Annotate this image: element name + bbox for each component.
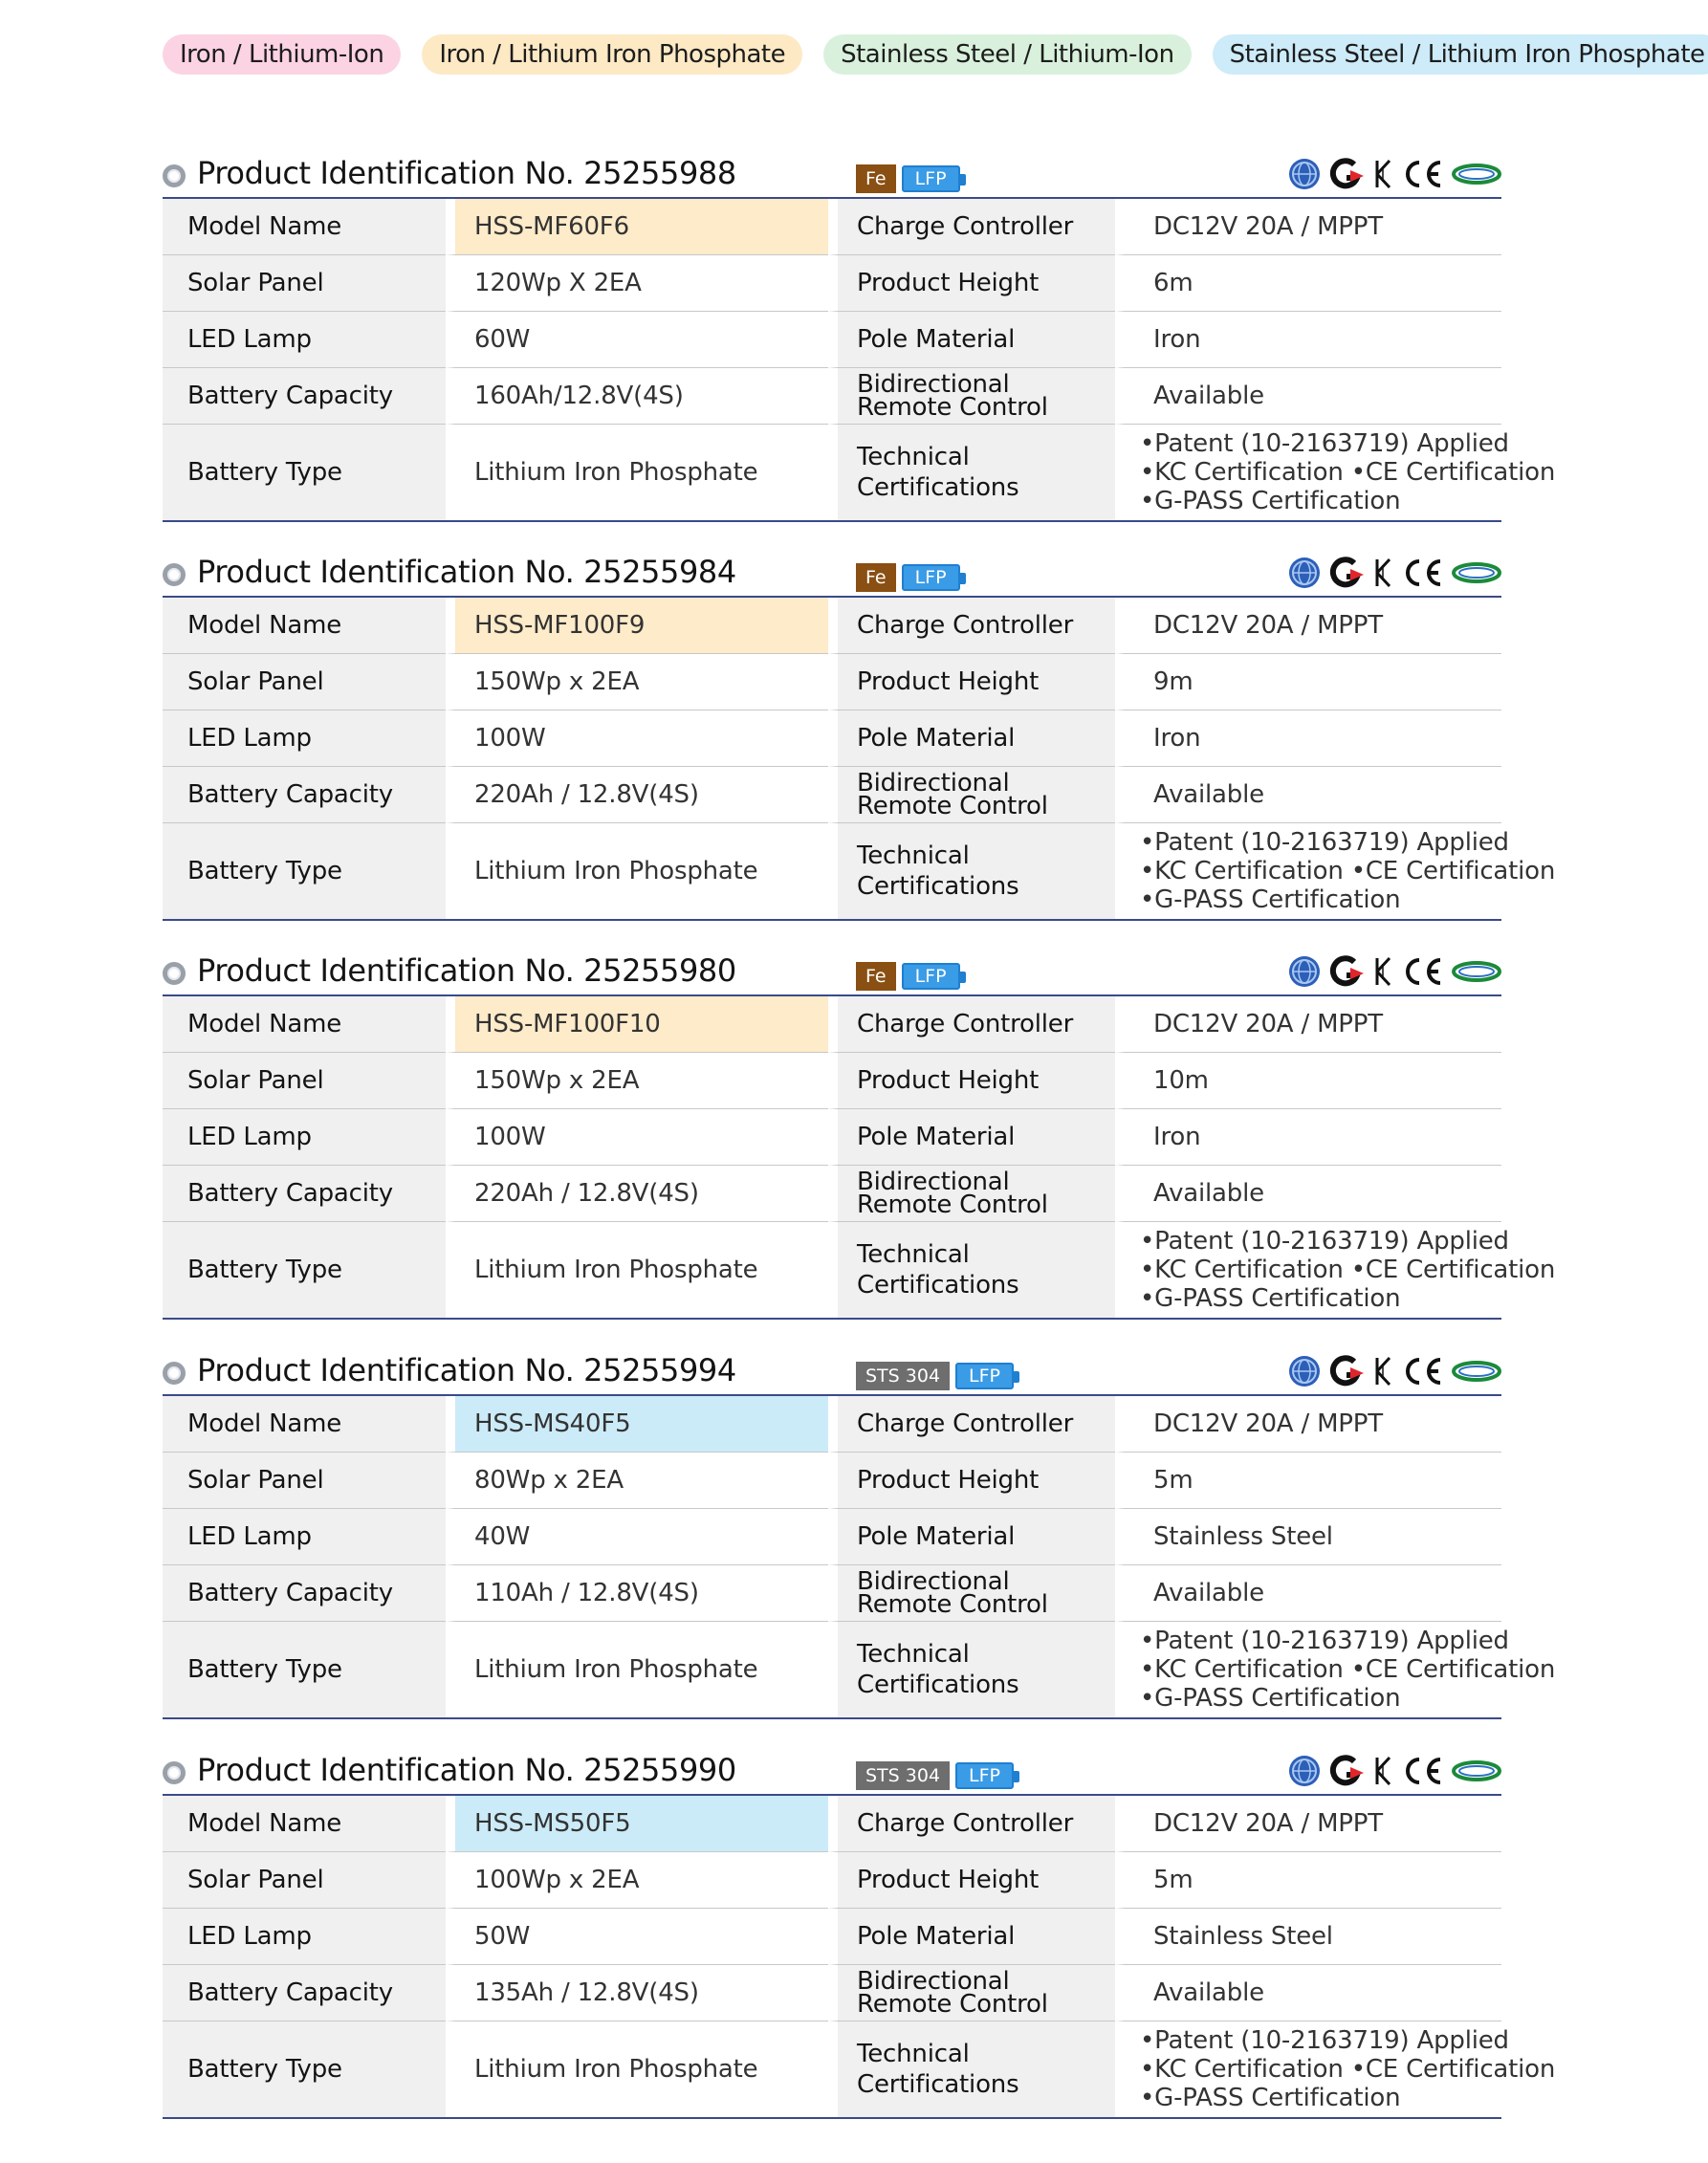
technical-certifications-label (828, 425, 1115, 520)
battery-badge: LFP (902, 564, 960, 591)
model-name-value: HSS-MF100F10 (446, 996, 828, 1053)
certification-icons (1287, 556, 1501, 590)
legend-sts-lfp: Stainless Steel / Lithium Iron Phosphate (1213, 34, 1708, 75)
product-title: Product Identification No. 25255994 (197, 1352, 736, 1388)
led-lamp-value: 100W (446, 1109, 828, 1166)
remote-control-label-line1: Bidirectional (857, 370, 1010, 399)
table-row (163, 425, 1501, 520)
bullet-ring-icon (163, 962, 186, 985)
legend-sts-lithium-ion: Stainless Steel / Lithium-Ion (823, 34, 1191, 75)
good-design-icon (1452, 954, 1501, 989)
battery-capacity-value: 135Ah / 12.8V(4S) (446, 1965, 828, 2021)
battery-type-label: Battery Type (163, 1622, 446, 1717)
table-row (163, 2021, 1501, 2117)
spec-table (163, 1394, 1556, 1719)
gpass-globe-icon (1287, 1754, 1322, 1788)
table-row (163, 1509, 1501, 1565)
charge-controller-label: Charge Controller (828, 1396, 1115, 1453)
pole-material-label: Pole Material (828, 1509, 1115, 1565)
technical-label-line2: Certifications (857, 872, 1019, 901)
remote-control-label-line2: Remote Control (857, 1191, 1048, 1219)
table-row (163, 1396, 1501, 1453)
bullet-ring-icon (163, 164, 186, 187)
battery-type-label: Battery Type (163, 823, 446, 919)
product-card (163, 1748, 1556, 2119)
material-badge: Fe (856, 962, 896, 991)
charge-controller-label: Charge Controller (828, 996, 1115, 1053)
table-row (163, 1852, 1501, 1909)
ce-mark-icon (1402, 157, 1444, 191)
cert-line-patent: •Patent (10-2163719) Applied (1140, 2026, 1509, 2055)
kc-mark-icon (1373, 556, 1394, 590)
charge-controller-label: Charge Controller (828, 598, 1115, 654)
remote-control-label (828, 368, 1115, 425)
material-badge: Fe (856, 563, 896, 592)
product-header (163, 1348, 1501, 1394)
remote-control-value: Available (1115, 767, 1501, 823)
technical-label-line1: Technical (857, 2040, 970, 2068)
cert-line-patent: •Patent (10-2163719) Applied (1140, 1627, 1509, 1655)
cert-line-kc-ce: •KC Certification •CE Certification (1140, 458, 1556, 487)
table-row (163, 255, 1501, 312)
spec-badges (856, 1362, 1021, 1390)
ce-mark-icon (1402, 1754, 1444, 1788)
pole-material-label: Pole Material (828, 312, 1115, 368)
remote-control-label (828, 767, 1115, 823)
material-legend (163, 34, 1708, 75)
technical-certifications-label (828, 1622, 1115, 1717)
battery-badge: LFP (955, 1363, 1014, 1389)
bullet-ring-icon (163, 1761, 186, 1784)
technical-certifications-label (828, 2021, 1115, 2117)
cert-line-gpass: •G-PASS Certification (1140, 487, 1401, 515)
cert-line-kc-ce: •KC Certification •CE Certification (1140, 2055, 1556, 2084)
remote-control-value: Available (1115, 1965, 1501, 2021)
product-card (163, 151, 1556, 522)
solar-panel-value: 150Wp x 2EA (446, 654, 828, 710)
technical-certifications-value (1115, 823, 1556, 919)
table-row (163, 1565, 1501, 1622)
certification-icons (1287, 157, 1501, 191)
kc-mark-icon (1373, 954, 1394, 989)
table-row (163, 598, 1501, 654)
cert-line-patent: •Patent (10-2163719) Applied (1140, 1227, 1509, 1256)
battery-badge: LFP (955, 1762, 1014, 1789)
model-name-value: HSS-MS50F5 (446, 1796, 828, 1852)
remote-control-label-line2: Remote Control (857, 1990, 1048, 2019)
remote-control-label-line1: Bidirectional (857, 769, 1010, 797)
pole-material-value: Stainless Steel (1115, 1509, 1501, 1565)
battery-type-value: Lithium Iron Phosphate (446, 2021, 828, 2117)
product-height-value: 10m (1115, 1053, 1501, 1109)
legend-iron-lithium-ion: Iron / Lithium-Ion (163, 34, 401, 75)
product-header (163, 151, 1501, 197)
model-name-value: HSS-MF60F6 (446, 199, 828, 255)
remote-control-label (828, 1965, 1115, 2021)
led-lamp-label: LED Lamp (163, 710, 446, 767)
spec-badges (856, 164, 968, 193)
table-row (163, 1053, 1501, 1109)
battery-capacity-label: Battery Capacity (163, 1565, 446, 1622)
led-lamp-label: LED Lamp (163, 1909, 446, 1965)
led-lamp-label: LED Lamp (163, 1109, 446, 1166)
material-badge: STS 304 (856, 1761, 950, 1790)
good-design-icon (1452, 1354, 1501, 1388)
battery-capacity-value: 220Ah / 12.8V(4S) (446, 767, 828, 823)
charge-controller-value: DC12V 20A / MPPT (1115, 1396, 1501, 1453)
pole-material-value: Stainless Steel (1115, 1909, 1501, 1965)
solar-panel-label: Solar Panel (163, 1852, 446, 1909)
gpass-globe-icon (1287, 157, 1322, 191)
remote-control-label (828, 1565, 1115, 1622)
technical-certifications-value (1115, 425, 1556, 520)
battery-badge: LFP (902, 963, 960, 990)
table-row (163, 368, 1501, 425)
product-header (163, 1748, 1501, 1794)
table-row (163, 1909, 1501, 1965)
solar-panel-label: Solar Panel (163, 654, 446, 710)
technical-certifications-label (828, 1222, 1115, 1318)
pole-material-label: Pole Material (828, 1909, 1115, 1965)
cert-line-kc-ce: •KC Certification •CE Certification (1140, 1256, 1556, 1284)
product-height-value: 5m (1115, 1453, 1501, 1509)
table-row (163, 1965, 1501, 2021)
product-header (163, 550, 1501, 596)
gpass-arrow-icon (1329, 556, 1366, 590)
solar-panel-label: Solar Panel (163, 1453, 446, 1509)
product-height-label: Product Height (828, 255, 1115, 312)
product-title: Product Identification No. 25255984 (197, 554, 736, 590)
spec-table (163, 596, 1556, 921)
product-title: Product Identification No. 25255990 (197, 1752, 736, 1788)
model-name-label: Model Name (163, 1396, 446, 1453)
kc-mark-icon (1373, 157, 1394, 191)
technical-certifications-label (828, 823, 1115, 919)
pole-material-value: Iron (1115, 312, 1501, 368)
legend-iron-lfp: Iron / Lithium Iron Phosphate (422, 34, 802, 75)
cert-line-patent: •Patent (10-2163719) Applied (1140, 429, 1509, 458)
product-height-value: 6m (1115, 255, 1501, 312)
gpass-arrow-icon (1329, 1354, 1366, 1388)
charge-controller-value: DC12V 20A / MPPT (1115, 199, 1501, 255)
spec-badges (856, 962, 968, 991)
remote-control-label-line2: Remote Control (857, 1590, 1048, 1619)
gpass-globe-icon (1287, 954, 1322, 989)
solar-panel-value: 120Wp X 2EA (446, 255, 828, 312)
technical-certifications-value (1115, 1622, 1556, 1717)
technical-label-line1: Technical (857, 1640, 970, 1669)
pole-material-label: Pole Material (828, 1109, 1115, 1166)
battery-type-value: Lithium Iron Phosphate (446, 823, 828, 919)
product-title: Product Identification No. 25255980 (197, 952, 736, 989)
material-badge: STS 304 (856, 1362, 950, 1390)
technical-label-line2: Certifications (857, 473, 1019, 502)
remote-control-label-line1: Bidirectional (857, 1168, 1010, 1196)
battery-type-label: Battery Type (163, 2021, 446, 2117)
bullet-ring-icon (163, 1362, 186, 1385)
ce-mark-icon (1402, 954, 1444, 989)
led-lamp-value: 50W (446, 1909, 828, 1965)
product-height-value: 9m (1115, 654, 1501, 710)
technical-certifications-value (1115, 1222, 1556, 1318)
battery-capacity-value: 220Ah / 12.8V(4S) (446, 1166, 828, 1222)
solar-panel-label: Solar Panel (163, 255, 446, 312)
battery-capacity-value: 160Ah/12.8V(4S) (446, 368, 828, 425)
table-row (163, 767, 1501, 823)
led-lamp-value: 40W (446, 1509, 828, 1565)
product-height-label: Product Height (828, 654, 1115, 710)
charge-controller-label: Charge Controller (828, 1796, 1115, 1852)
cert-line-kc-ce: •KC Certification •CE Certification (1140, 1655, 1556, 1684)
good-design-icon (1452, 157, 1501, 191)
solar-panel-value: 100Wp x 2EA (446, 1852, 828, 1909)
product-height-label: Product Height (828, 1453, 1115, 1509)
technical-label-line2: Certifications (857, 1271, 1019, 1300)
ce-mark-icon (1402, 1354, 1444, 1388)
cert-line-gpass: •G-PASS Certification (1140, 2084, 1401, 2112)
led-lamp-value: 60W (446, 312, 828, 368)
spec-badges (856, 1761, 1021, 1790)
certification-icons (1287, 1754, 1501, 1788)
charge-controller-label: Charge Controller (828, 199, 1115, 255)
cert-line-gpass: •G-PASS Certification (1140, 1284, 1401, 1313)
product-header (163, 949, 1501, 994)
kc-mark-icon (1373, 1754, 1394, 1788)
technical-certifications-value (1115, 2021, 1556, 2117)
technical-label-line2: Certifications (857, 1671, 1019, 1699)
pole-material-label: Pole Material (828, 710, 1115, 767)
remote-control-value: Available (1115, 1565, 1501, 1622)
technical-label-line2: Certifications (857, 2070, 1019, 2099)
battery-type-value: Lithium Iron Phosphate (446, 1622, 828, 1717)
solar-panel-label: Solar Panel (163, 1053, 446, 1109)
table-row (163, 1109, 1501, 1166)
battery-capacity-label: Battery Capacity (163, 767, 446, 823)
charge-controller-value: DC12V 20A / MPPT (1115, 1796, 1501, 1852)
cert-line-gpass: •G-PASS Certification (1140, 885, 1401, 914)
gpass-globe-icon (1287, 1354, 1322, 1388)
remote-control-label-line2: Remote Control (857, 393, 1048, 422)
product-card (163, 1348, 1556, 1719)
table-row (163, 199, 1501, 255)
gpass-arrow-icon (1329, 1754, 1366, 1788)
technical-label-line1: Technical (857, 1240, 970, 1269)
table-row (163, 312, 1501, 368)
gpass-globe-icon (1287, 556, 1322, 590)
product-height-label: Product Height (828, 1852, 1115, 1909)
battery-type-label: Battery Type (163, 425, 446, 520)
battery-type-label: Battery Type (163, 1222, 446, 1318)
battery-type-value: Lithium Iron Phosphate (446, 425, 828, 520)
cert-line-kc-ce: •KC Certification •CE Certification (1140, 857, 1556, 885)
spec-table (163, 197, 1556, 522)
good-design-icon (1452, 1754, 1501, 1788)
model-name-label: Model Name (163, 199, 446, 255)
model-name-value: HSS-MS40F5 (446, 1396, 828, 1453)
model-name-label: Model Name (163, 1796, 446, 1852)
solar-panel-value: 150Wp x 2EA (446, 1053, 828, 1109)
bullet-ring-icon (163, 563, 186, 586)
battery-badge: LFP (902, 165, 960, 192)
charge-controller-value: DC12V 20A / MPPT (1115, 996, 1501, 1053)
table-row (163, 1796, 1501, 1852)
spec-table (163, 994, 1556, 1320)
cert-line-gpass: •G-PASS Certification (1140, 1684, 1401, 1713)
table-row (163, 996, 1501, 1053)
table-row (163, 1622, 1501, 1717)
product-card (163, 550, 1556, 921)
model-name-label: Model Name (163, 598, 446, 654)
table-row (163, 710, 1501, 767)
table-row (163, 1166, 1501, 1222)
product-title: Product Identification No. 25255988 (197, 155, 736, 191)
remote-control-label-line1: Bidirectional (857, 1967, 1010, 1996)
charge-controller-value: DC12V 20A / MPPT (1115, 598, 1501, 654)
battery-capacity-value: 110Ah / 12.8V(4S) (446, 1565, 828, 1622)
product-height-value: 5m (1115, 1852, 1501, 1909)
remote-control-label (828, 1166, 1115, 1222)
pole-material-value: Iron (1115, 1109, 1501, 1166)
certification-icons (1287, 1354, 1501, 1388)
gpass-arrow-icon (1329, 157, 1366, 191)
spec-table (163, 1794, 1556, 2119)
remote-control-value: Available (1115, 1166, 1501, 1222)
good-design-icon (1452, 556, 1501, 590)
technical-label-line1: Technical (857, 443, 970, 471)
spec-badges (856, 563, 968, 592)
material-badge: Fe (856, 164, 896, 193)
model-name-value: HSS-MF100F9 (446, 598, 828, 654)
remote-control-value: Available (1115, 368, 1501, 425)
battery-capacity-label: Battery Capacity (163, 368, 446, 425)
gpass-arrow-icon (1329, 954, 1366, 989)
battery-capacity-label: Battery Capacity (163, 1166, 446, 1222)
technical-label-line1: Technical (857, 841, 970, 870)
battery-capacity-label: Battery Capacity (163, 1965, 446, 2021)
table-row (163, 1453, 1501, 1509)
led-lamp-value: 100W (446, 710, 828, 767)
led-lamp-label: LED Lamp (163, 312, 446, 368)
product-height-label: Product Height (828, 1053, 1115, 1109)
remote-control-label-line2: Remote Control (857, 792, 1048, 820)
table-row (163, 1222, 1501, 1318)
pole-material-value: Iron (1115, 710, 1501, 767)
led-lamp-label: LED Lamp (163, 1509, 446, 1565)
product-card (163, 949, 1556, 1320)
kc-mark-icon (1373, 1354, 1394, 1388)
cert-line-patent: •Patent (10-2163719) Applied (1140, 828, 1509, 857)
table-row (163, 654, 1501, 710)
table-row (163, 823, 1501, 919)
model-name-label: Model Name (163, 996, 446, 1053)
certification-icons (1287, 954, 1501, 989)
solar-panel-value: 80Wp x 2EA (446, 1453, 828, 1509)
ce-mark-icon (1402, 556, 1444, 590)
remote-control-label-line1: Bidirectional (857, 1567, 1010, 1596)
battery-type-value: Lithium Iron Phosphate (446, 1222, 828, 1318)
